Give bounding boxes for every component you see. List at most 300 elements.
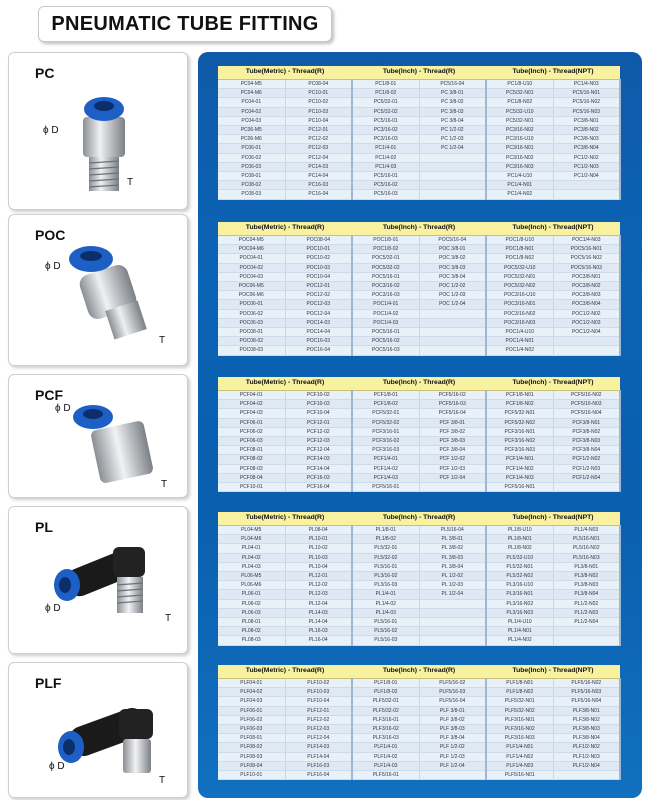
table-cell [419,328,486,337]
table-cell: PL3/16-03 [352,581,419,590]
table-cell: PL3/8-N03 [553,581,620,590]
table-row [218,715,620,724]
table-cell [419,190,486,199]
table-cell: PLF04-03 [218,697,285,706]
table-cell: POC1/4-03 [352,318,419,327]
table-cell: POC10-03 [285,263,352,272]
table-cell: PCF04-03 [218,409,285,418]
table-cell: PL1/8-N01 [486,535,553,544]
table-cell: PCF 1/2-04 [419,473,486,482]
table-cell: PCF16-03 [285,473,352,482]
product-card-plf [8,662,188,798]
table-row [218,636,620,645]
table-cell: PC3/8-N02 [553,126,620,135]
table-row [218,337,620,346]
diameter-label: ϕ D [49,761,65,772]
table-row [218,572,620,581]
table-cell: PCF1/4-N02 [486,464,553,473]
table-cell: PC08-03 [218,190,285,199]
table-cell: PC3/16-03 [352,135,419,144]
table-row [218,98,620,107]
table-cell: POC06-01 [218,300,285,309]
table-cell [553,636,620,645]
table-cell: PCF 3/8-03 [419,437,486,446]
table-cell: POC5/32-N01 [486,272,553,281]
table-cell: POC5/16-N02 [553,254,620,263]
table-cell: PCF1/8-02 [352,400,419,409]
table-cell: PLF1/8-N01 [486,679,553,688]
table-cell: POC3/8-N04 [553,300,620,309]
table-cell: PCF16-04 [285,483,352,492]
table-cell: PL10-04 [285,562,352,571]
table-cell: PCF3/16-02 [352,437,419,446]
table-cell: PL 1/2-02 [419,572,486,581]
table-cell: POC3/8-N03 [553,291,620,300]
table-cell: POC5/32-N02 [486,282,553,291]
table-cell: POC12-04 [285,309,352,318]
table-row [218,190,620,199]
thread-label: T [159,335,166,346]
table-cell: PLF1/4-01 [352,743,419,752]
table-cell: PC1/4-01 [352,144,419,153]
table-cell: PC06-M6 [218,135,285,144]
table-header-row [218,377,620,391]
diameter-label: ϕ D [43,125,59,136]
table-cell: PC08-01 [218,172,285,181]
table-cell: PLF1/8-01 [352,679,419,688]
table-row [218,107,620,116]
table-body [218,391,620,492]
table-cell: PL1/2-N03 [553,608,620,617]
table-row [218,272,620,281]
column-header: Tube(Inch) - Thread(NPT) [486,66,620,80]
table-cell: PL5/32-U10 [486,553,553,562]
table-cell: POC08-03 [218,346,285,355]
thread-label: T [161,479,168,490]
table-cell: POC16-04 [285,346,352,355]
table-cell: PLF10-02 [285,679,352,688]
column-header: Tube(Inch) - Thread(NPT) [486,512,620,526]
table-cell: PLF 1/2-03 [419,752,486,761]
table-row [218,236,620,245]
column-header: Tube(Inch) - Thread(R) [352,222,486,236]
table-cell: PCF14-04 [285,464,352,473]
table-row [218,743,620,752]
table-cell: PL 3/8-04 [419,562,486,571]
table-cell: PCF12-03 [285,437,352,446]
table-cell: PLF 1/2-02 [419,743,486,752]
elbow-female-fitting-image [9,663,187,797]
table-cell: POC 3/8-04 [419,272,486,281]
table-row [218,627,620,636]
table-cell: PL3/8-N01 [553,562,620,571]
table-cell: POC1/4-N03 [553,236,620,245]
table-cell: PCF 3/8-02 [419,427,486,436]
table-cell: PC06-01 [218,144,285,153]
thread-label: T [127,177,134,188]
table-cell: PCF1/8-01 [352,391,419,400]
table-cell: PL3/16-N02 [486,599,553,608]
table-header-row [218,66,620,80]
table-cell: PCF08-03 [218,464,285,473]
table-row [218,464,620,473]
table-cell: PCF10-01 [218,483,285,492]
table-cell: PC5/16-03 [352,190,419,199]
table-cell: PCF08-01 [218,446,285,455]
table-cell: PC1/4-N03 [553,80,620,89]
table-cell: PLF10-03 [285,688,352,697]
table-cell: PLF5/16-N04 [553,697,620,706]
table-cell: POC1/4-N01 [486,337,553,346]
spec-table-pcf [218,377,621,492]
table-cell: PCF3/16-01 [352,427,419,436]
diameter-label: ϕ D [45,261,61,272]
table-cell: PCF14-03 [285,455,352,464]
table-row [218,725,620,734]
table-cell: PCF5/16-N01 [486,483,553,492]
table-cell: PL04-02 [218,553,285,562]
table-cell [419,153,486,162]
table-row [218,761,620,770]
table-cell: POC1/8-01 [352,236,419,245]
table-row [218,172,620,181]
table-cell: POC1/4-02 [352,309,419,318]
column-header: Tube(Metric) - Thread(R) [218,377,352,391]
table-cell: PL3/16-N03 [486,608,553,617]
table-cell: PL06-01 [218,590,285,599]
table-cell: POC10-02 [285,254,352,263]
table-cell: POC08-04 [285,236,352,245]
table-cell: PL5/16-01 [352,618,419,627]
table-cell: POC5/16-03 [352,346,419,355]
page-title: PNEUMATIC TUBE FITTING [51,12,319,35]
table-cell: PL08-04 [285,526,352,535]
table-cell: PCF3/16-03 [352,446,419,455]
table-cell: PL 1/2-03 [419,581,486,590]
table-cell: POC 3/8-02 [419,254,486,263]
table-cell: POC14-04 [285,328,352,337]
table-cell: PLF1/4-03 [352,761,419,770]
table-row [218,153,620,162]
table-cell: POC12-03 [285,300,352,309]
table-cell: PC08-04 [285,80,352,89]
spec-table-poc [218,222,621,356]
table-cell: PCF1/2-N02 [553,455,620,464]
table-cell: PL1/4-02 [352,599,419,608]
product-code: PC [35,65,55,81]
table-row [218,116,620,125]
thread-label: T [165,613,172,624]
product-code: PL [35,519,53,535]
table-cell: PLF12-04 [285,734,352,743]
table-cell: PL5/32-02 [352,553,419,562]
table-cell: PC06-M5 [218,126,285,135]
table-cell: PLF10-04 [285,697,352,706]
table-cell: PLF1/2-N02 [553,743,620,752]
table-cell: PCF5/16-N04 [553,409,620,418]
table-cell: PC14-03 [285,162,352,171]
table-cell: PL1/8-N02 [486,544,553,553]
table-cell: PCF3/8-N04 [553,446,620,455]
table-cell: PC3/8-N01 [553,116,620,125]
table-cell: PC1/2-N03 [553,162,620,171]
table-cell: PCF1/4-02 [352,464,419,473]
table-cell: PLF5/32-N01 [486,697,553,706]
table-cell: PC5/16-01 [352,172,419,181]
table-cell [419,162,486,171]
table-cell: POC04-03 [218,272,285,281]
table-cell: PC3/16-N02 [486,126,553,135]
table-cell: PC3/16-U10 [486,135,553,144]
table-cell [553,483,620,492]
table-cell: POC5/16-01 [352,272,419,281]
table-cell [419,771,486,780]
straight-male-fitting-image [9,53,187,209]
table-cell: PLF1/4-N01 [486,743,553,752]
table-cell: PL1/4-U10 [486,618,553,627]
table-cell: PLF3/16-N01 [486,715,553,724]
table-cell: PLF5/16-N03 [553,688,620,697]
table-cell [553,181,620,190]
column-header: Tube(Metric) - Thread(R) [218,66,352,80]
table-cell: PL5/16-02 [352,627,419,636]
table-cell: PC10-01 [285,89,352,98]
table-cell: PC 3/8-02 [419,98,486,107]
table-row [218,679,620,688]
table-row [218,254,620,263]
table-cell: PL10-01 [285,535,352,544]
table-cell: PLF1/8-N02 [486,688,553,697]
table-cell: POC04-M6 [218,245,285,254]
table-cell [553,190,620,199]
table-cell: PLF08-01 [218,734,285,743]
table-cell: PLF5/16-02 [419,679,486,688]
table-cell: PCF10-04 [285,409,352,418]
table-cell: PL04-M6 [218,535,285,544]
table-cell: POC1/2-N04 [553,328,620,337]
table-cell: PLF3/16-N03 [486,734,553,743]
table-cell: POC 1/2-04 [419,300,486,309]
table-cell: PL04-03 [218,562,285,571]
table-cell: PL1/8-U10 [486,526,553,535]
table-cell: PCF3/8-N02 [553,427,620,436]
table-cell: PC04-02 [218,107,285,116]
table-cell: PL1/4-N02 [486,636,553,645]
table-cell: PC5/16-N01 [553,89,620,98]
table-cell: PL5/32-N02 [486,572,553,581]
table-row [218,590,620,599]
spec-table-pc [218,66,621,200]
table-cell: POC1/2-N03 [553,318,620,327]
table-row [218,181,620,190]
table-cell: PC1/8-N02 [486,98,553,107]
table-cell: POC5/16-N01 [553,245,620,254]
table-cell: POC3/8-N02 [553,282,620,291]
table-cell: PL1/8-02 [352,535,419,544]
table-cell: PL12-03 [285,590,352,599]
table-cell: PLF5/16-N01 [486,771,553,780]
table-cell: PL1/4-03 [352,608,419,617]
table-cell: PLF1/2-N03 [553,752,620,761]
table-cell: POC3/16-02 [352,282,419,291]
table-body [218,236,620,356]
table-cell: PLF5/32-01 [352,697,419,706]
table-row [218,535,620,544]
table-cell [419,181,486,190]
table-cell: PC3/16-N03 [486,162,553,171]
table-cell: PLF5/16-01 [352,771,419,780]
page-title-box [38,6,332,42]
table-cell: POC04-01 [218,254,285,263]
table-cell: PL 3/8-03 [419,553,486,562]
table-cell: PL10-02 [285,544,352,553]
table-cell: PC 1/2-03 [419,135,486,144]
table-cell: PCF12-04 [285,446,352,455]
table-cell: PCF 1/2-03 [419,464,486,473]
table-cell: PLF04-02 [218,688,285,697]
table-row [218,418,620,427]
table-cell: POC5/16-N03 [553,263,620,272]
column-header: Tube(Inch) - Thread(R) [352,665,486,679]
table-cell: PC04-01 [218,98,285,107]
table-body [218,679,620,780]
table-cell: PCF5/32-01 [352,409,419,418]
product-card-pl [8,506,188,654]
table-cell: PC5/32-N01 [486,89,553,98]
table-cell [553,346,620,355]
table-cell: PL10-03 [285,553,352,562]
table-cell: PC1/4-N01 [486,181,553,190]
table-cell: POC 3/8-03 [419,263,486,272]
table-cell: PC 3/8-03 [419,107,486,116]
table-row [218,245,620,254]
table-row [218,400,620,409]
table-cell: PC12-04 [285,153,352,162]
table-cell: PCF5/16-03 [419,400,486,409]
column-header: Tube(Inch) - Thread(R) [352,512,486,526]
table-cell: PLF3/8-N03 [553,725,620,734]
table-row [218,309,620,318]
table-cell: PCF04-02 [218,400,285,409]
spec-table-pl [218,512,621,646]
table-cell: PL5/16-N01 [553,535,620,544]
table-cell: PL12-04 [285,599,352,608]
table-cell: PC06-03 [218,162,285,171]
table-row [218,144,620,153]
table-row [218,734,620,743]
table-cell: PC5/32-02 [352,107,419,116]
table-cell: PLF16-04 [285,771,352,780]
table-cell: PLF1/2-N04 [553,761,620,770]
table-cell: PL08-02 [218,627,285,636]
table-cell: PL06-M6 [218,581,285,590]
column-header: Tube(Metric) - Thread(R) [218,512,352,526]
table-cell [419,618,486,627]
table-cell: PC1/8-01 [352,80,419,89]
table-cell: POC08-02 [218,337,285,346]
table-cell: PCF08-02 [218,455,285,464]
table-cell: PLF3/16-02 [352,725,419,734]
table-cell: PLF08-02 [218,743,285,752]
table-cell: PLF1/8-02 [352,688,419,697]
table-cell: PCF10-03 [285,400,352,409]
table-cell: POC08-01 [218,328,285,337]
diameter-label: ϕ D [55,403,71,414]
table-cell: PCF12-02 [285,427,352,436]
product-code: POC [35,227,66,243]
table-cell: PC12-02 [285,135,352,144]
table-cell: PL06-M5 [218,572,285,581]
table-cell: POC 1/2-03 [419,291,486,300]
table-cell: PLF1/4-N02 [486,752,553,761]
table-cell: PL1/8-01 [352,526,419,535]
table-row [218,581,620,590]
table-cell [553,337,620,346]
table-cell: PC14-04 [285,172,352,181]
table-row [218,427,620,436]
table-cell: PLF3/16-03 [352,734,419,743]
table-cell: PL5/16-N02 [553,544,620,553]
table-cell: PCF5/16-N03 [553,400,620,409]
table-row [218,562,620,571]
table-cell: PLF16-03 [285,761,352,770]
table-cell: PC12-01 [285,126,352,135]
table-cell: POC1/8-02 [352,245,419,254]
table-cell: POC12-01 [285,282,352,291]
table-cell: PLF 3/8-01 [419,706,486,715]
table-cell: PC10-03 [285,107,352,116]
table-cell: PC12-03 [285,144,352,153]
table-row [218,328,620,337]
product-card-pc [8,52,188,210]
table-cell: POC5/16-04 [419,236,486,245]
table-cell: POC1/8-N02 [486,254,553,263]
table-cell: PL14-04 [285,618,352,627]
column-header: Tube(Inch) - Thread(NPT) [486,222,620,236]
table-cell: PCF3/16-N01 [486,427,553,436]
table-cell: PL16-04 [285,636,352,645]
table-row [218,752,620,761]
table-cell: POC1/4-U10 [486,328,553,337]
diameter-label: ϕ D [45,603,61,614]
table-cell: PL08-03 [218,636,285,645]
table-cell: PL5/16-04 [419,526,486,535]
table-cell: PLF10-01 [218,771,285,780]
table-cell: PCF3/8-N03 [553,437,620,446]
table-cell: PC5/32-U10 [486,107,553,116]
table-cell: PL3/16-02 [352,572,419,581]
table-cell: PC04-M6 [218,89,285,98]
table-cell: PL16-03 [285,627,352,636]
table-cell: PCF1/4-03 [352,473,419,482]
table-cell: PC08-02 [218,181,285,190]
table-cell: PC10-02 [285,98,352,107]
table-cell: PC1/4-U10 [486,172,553,181]
table-row [218,409,620,418]
table-cell: PL5/16-01 [352,562,419,571]
product-card-pcf [8,374,188,498]
table-cell: POC1/4-01 [352,300,419,309]
table-row [218,318,620,327]
table-cell: PCF5/32-02 [352,418,419,427]
column-header: Tube(Inch) - Thread(R) [352,66,486,80]
table-cell: PCF1/4-01 [352,455,419,464]
table-cell: PC 3/8-01 [419,89,486,98]
table-cell: PC06-02 [218,153,285,162]
table-cell: PC1/8-U10 [486,80,553,89]
straight-male-fitting-image [9,215,187,365]
table-row [218,553,620,562]
